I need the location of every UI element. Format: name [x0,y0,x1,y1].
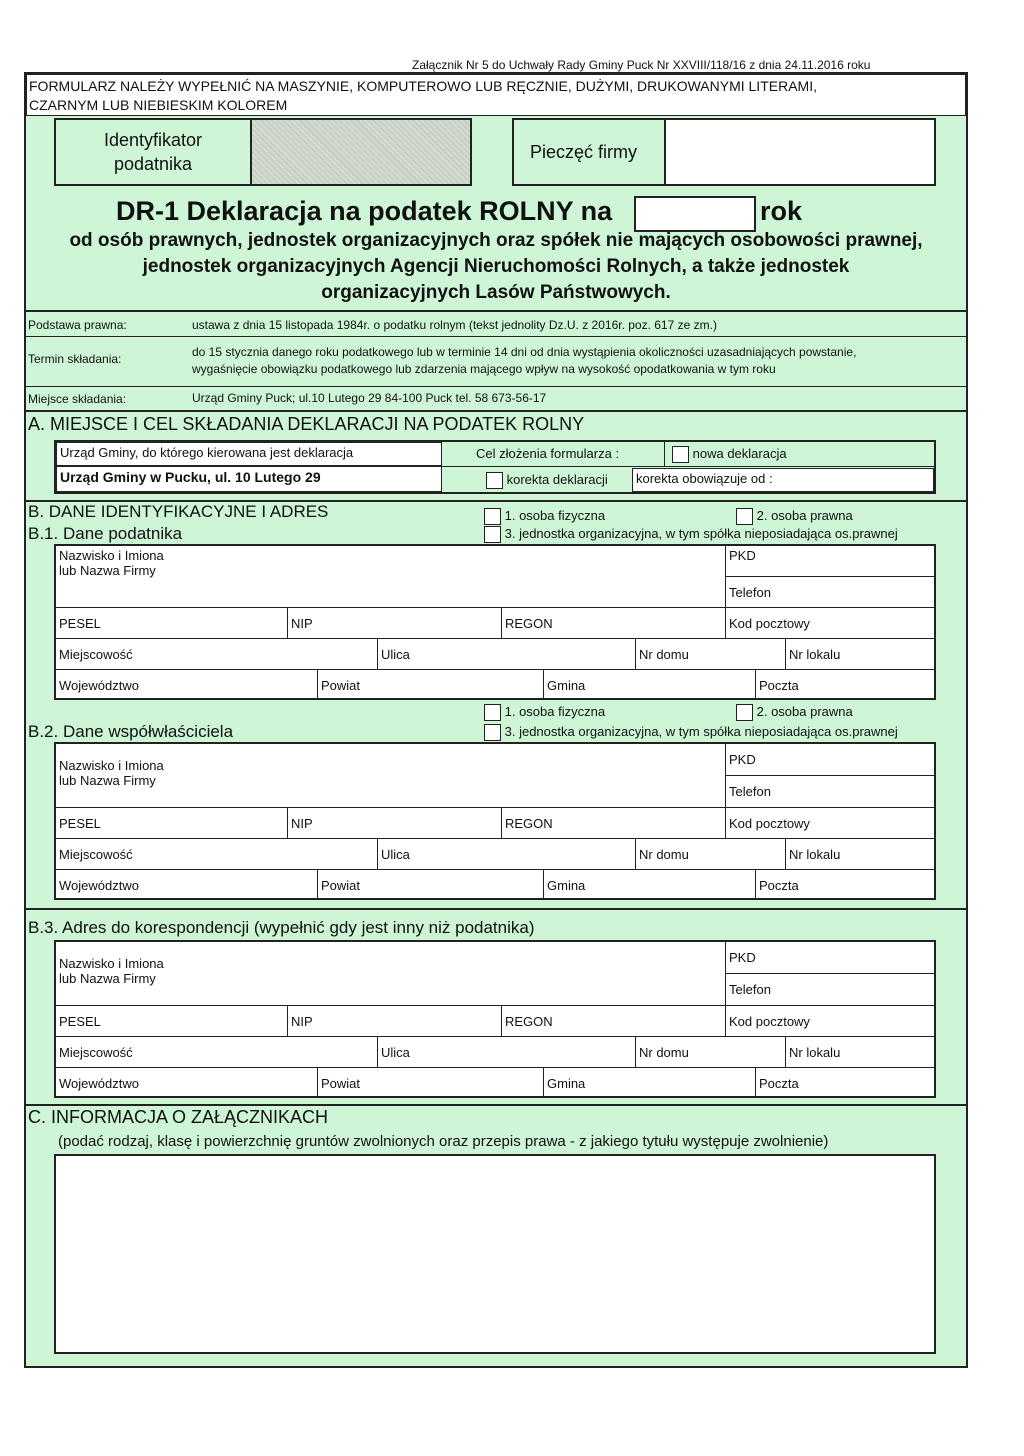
b2-wojewodztwo[interactable]: Województwo [56,870,318,898]
title-line4: organizacyjnych Lasów Państwowych. [321,282,671,303]
b1-opt3-checkbox[interactable] [484,526,501,543]
title-line2: od osób prawnych, jednostek organizacyjnych oraz spółek nie mających osobowości prawnej, [69,230,923,251]
korekta-checkbox[interactable] [486,472,503,489]
b2-kod[interactable]: Kod pocztowy [726,808,934,839]
b1-grid [54,544,936,700]
b3-miejscowosc[interactable]: Miejscowość [56,1037,378,1068]
b3-nr-lokalu[interactable]: Nr lokalu [786,1037,934,1068]
b2-nr-domu[interactable]: Nr domu [636,839,786,870]
pieczec-box [512,118,936,186]
b3-nr-domu[interactable]: Nr domu [636,1037,786,1068]
b1-name[interactable]: Nazwisko i Imiona lub Nazwa Firmy [56,546,726,608]
urzad-value-cell: Urząd Gminy w Pucku, ul. 10 Lutego 29 [56,466,442,492]
b1-opt2-checkbox[interactable] [736,508,753,525]
b2-grid [54,742,936,900]
b3-wojewodztwo[interactable]: Województwo [56,1068,318,1096]
b1-opt2[interactable]: 2. osoba prawna [736,508,853,525]
korekta-od-cell[interactable]: korekta obowiązuje od : [632,468,934,492]
attachments-textarea[interactable] [54,1154,936,1354]
b2-pesel[interactable]: PESEL [56,808,288,839]
b1-title: B.1. Dane podatnika [28,524,183,543]
termin-label: Termin składania: [28,352,122,366]
b3-ulica[interactable]: Ulica [378,1037,636,1068]
b2-powiat[interactable]: Powiat [318,870,544,898]
b2-name[interactable]: Nazwisko i Imiona lub Nazwa Firmy [56,744,726,808]
urzad-label-cell: Urząd Gminy, do którego kierowana jest deklaracja [56,442,442,466]
b2-nr-lokalu[interactable]: Nr lokalu [786,839,934,870]
b3-powiat[interactable]: Powiat [318,1068,544,1096]
b3-gmina[interactable]: Gmina [544,1068,756,1096]
b1-opt1-checkbox[interactable] [484,508,501,525]
b1-regon[interactable]: REGON [502,608,726,639]
attachment-note: Załącznik Nr 5 do Uchwały Rady Gminy Puck Nr XXVIII/118/16 z dnia 24.11.2016 roku [412,58,871,72]
b3-nip[interactable]: NIP [288,1006,502,1037]
instruction-line1: FORMULARZ NALEŻY WYPEŁNIĆ NA MASZYNIE, KOMPUTEROWO LUB RĘCZNIE, DUŻYMI, DRUKOWANYMI LITERAMI, [29,78,817,94]
b2-regon[interactable]: REGON [502,808,726,839]
b2-pkd[interactable]: PKD [726,744,934,776]
title-line3: jednostek organizacyjnych Agencji Nieruchomości Rolnych, a także jednostek [142,256,850,277]
b2-opt3[interactable]: 3. jednostka organizacyjna, w tym spółka nieposiadająca os.prawnej [484,724,898,741]
section-b-title: B. DANE IDENTYFIKACYJNE I ADRES [28,502,329,521]
b3-pesel[interactable]: PESEL [56,1006,288,1037]
b3-title: B.3. Adres do korespondencji (wypełnić gdy jest inny niż podatnika) [28,918,535,937]
b1-pesel[interactable]: PESEL [56,608,288,639]
nowa-checkbox[interactable] [672,446,689,463]
section-c-title: C. INFORMACJA O ZAŁĄCZNIKACH [28,1107,329,1127]
b1-telefon[interactable]: Telefon [726,577,934,608]
nowa-option[interactable]: nowa deklaracja [672,446,787,463]
b1-poczta[interactable]: Poczta [756,670,934,698]
b2-opt1-checkbox[interactable] [484,704,501,721]
pieczec-field[interactable] [664,120,934,184]
b2-poczta[interactable]: Poczta [756,870,934,898]
b3-kod[interactable]: Kod pocztowy [726,1006,934,1037]
b3-telefon[interactable]: Telefon [726,974,934,1006]
b1-ulica[interactable]: Ulica [378,639,636,670]
identyfikator-box [54,118,472,186]
b1-powiat[interactable]: Powiat [318,670,544,698]
podstawa-label: Podstawa prawna: [28,318,127,332]
identyfikator-label: Identyfikator podatnika [103,130,203,174]
podstawa-text: ustawa z dnia 15 listopada 1984r. o podatku rolnym (tekst jednolity Dz.U. z 2016r. poz. 617 ze zm.) [192,318,717,332]
b1-opt3[interactable]: 3. jednostka organizacyjna, w tym spółka nieposiadająca os.prawnej [484,526,898,543]
b2-opt2[interactable]: 2. osoba prawna [736,704,853,721]
b2-telefon[interactable]: Telefon [726,776,934,808]
instruction-box [26,74,966,116]
b2-nip[interactable]: NIP [288,808,502,839]
b3-name[interactable]: Nazwisko i Imiona lub Nazwa Firmy [56,942,726,1006]
b3-grid [54,940,936,1098]
b2-ulica[interactable]: Ulica [378,839,636,870]
b1-opt1[interactable]: 1. osoba fizyczna [484,508,605,525]
b1-nr-lokalu[interactable]: Nr lokalu [786,639,934,670]
form-title-rok: rok [760,196,803,226]
b1-wojewodztwo[interactable]: Województwo [56,670,318,698]
instruction-line2: CZARNYM LUB NIEBIESKIM KOLOREM [29,97,288,113]
korekta-option[interactable]: korekta deklaracji [486,472,608,489]
termin-text2: wygaśnięcie obowiązku podatkowego lub zdarzenia mającego wpływ na wysokość opodatkowania w tym roku [192,362,776,376]
b2-gmina[interactable]: Gmina [544,870,756,898]
b2-miejscowosc[interactable]: Miejscowość [56,839,378,870]
cel-label: Cel złożenia formularza : [476,446,620,461]
b3-regon[interactable]: REGON [502,1006,726,1037]
b2-opt1[interactable]: 1. osoba fizyczna [484,704,605,721]
year-input[interactable] [634,196,756,232]
b1-nr-domu[interactable]: Nr domu [636,639,786,670]
b2-opt2-checkbox[interactable] [736,704,753,721]
b1-gmina[interactable]: Gmina [544,670,756,698]
pieczec-label: Pieczęć firmy [530,142,638,162]
identyfikator-field[interactable] [250,120,470,184]
section-a-title: A. MIEJSCE I CEL SKŁADANIA DEKLARACJI NA PODATEK ROLNY [28,414,585,434]
b3-poczta[interactable]: Poczta [756,1068,934,1096]
form-title: DR-1 Deklaracja na podatek ROLNY na [116,196,613,226]
b3-pkd[interactable]: PKD [726,942,934,974]
b1-pkd[interactable]: PKD [726,546,934,577]
b1-kod[interactable]: Kod pocztowy [726,608,934,639]
b2-opt3-checkbox[interactable] [484,724,501,741]
b1-miejscowosc[interactable]: Miejscowość [56,639,378,670]
termin-text1: do 15 stycznia danego roku podatkowego lub w terminie 14 dni od dnia wystąpienia okoliczności uzasadniających powstanie, [192,345,857,359]
b2-title: B.2. Dane współwłaściciela [28,722,234,741]
section-c-subtitle: (podać rodzaj, klasę i powierzchnię gruntów zwolnionych oraz przepis prawa - z jakiego tytułu występuje zwolnienie) [58,1133,829,1150]
miejsce-text: Urząd Gminy Puck; ul.10 Lutego 29 84-100 Puck tel. 58 673-56-17 [192,391,547,405]
b1-nip[interactable]: NIP [288,608,502,639]
miejsce-label: Miejsce składania: [28,392,127,406]
